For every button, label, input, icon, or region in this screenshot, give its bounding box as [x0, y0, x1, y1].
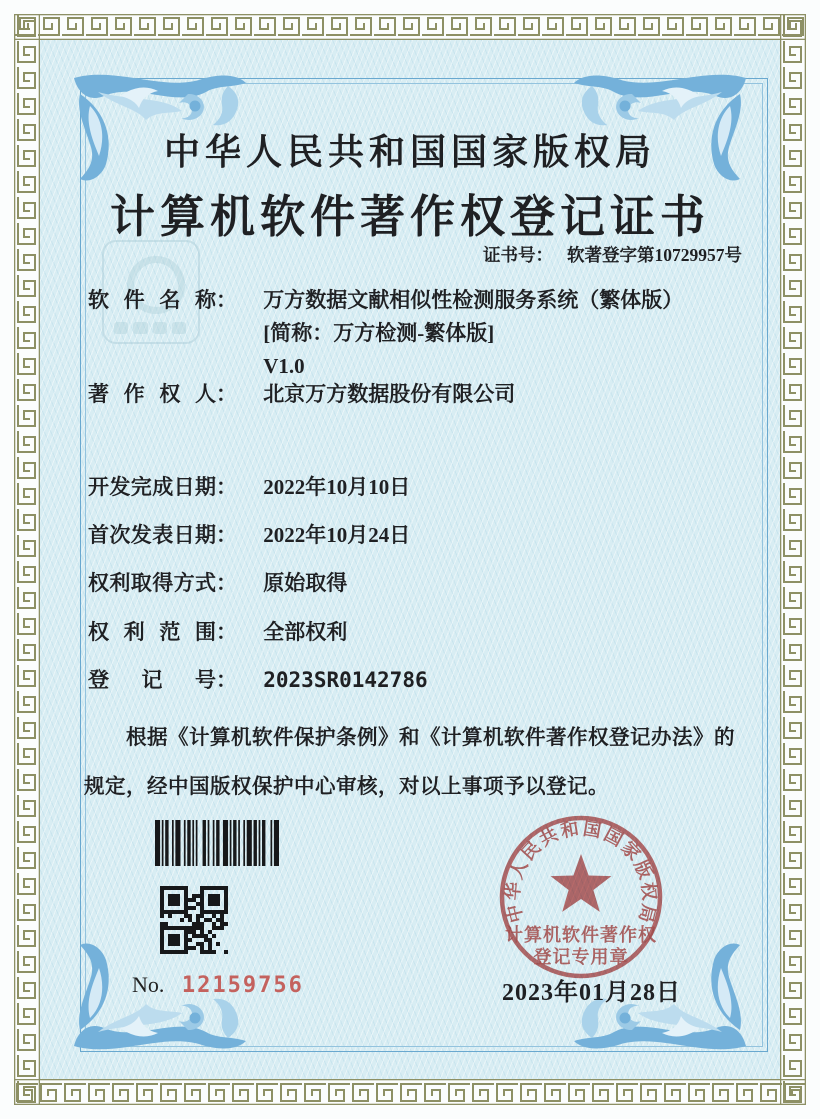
- svg-text:人: 人: [506, 857, 532, 882]
- certificate-number-value: 软著登字第10729957号: [567, 245, 742, 265]
- field-value: 2022年10月24日: [263, 523, 411, 547]
- field-row-dev-complete-date: 开发完成日期： 2022年10月10日: [88, 471, 410, 504]
- field-value: 2022年10月10日: [263, 475, 411, 499]
- field-row-copyright-owner: 著作权人： 北京万方数据股份有限公司: [88, 378, 515, 411]
- certificate-number-label: 证书号：: [483, 245, 553, 265]
- seal-text-line2: 登记专用章: [533, 947, 629, 967]
- svg-text:局: 局: [635, 902, 659, 925]
- field-row-first-publish-date: 首次发表日期： 2022年10月24日: [88, 519, 410, 552]
- field-label: 开发完成日期: [88, 475, 216, 499]
- issue-date: 2023年01月28日: [502, 980, 681, 1006]
- greek-key-border-right: [780, 14, 806, 1105]
- field-row-rights-scope: 权利范围： 全部权利: [88, 616, 347, 649]
- serial-prefix: No.: [132, 972, 165, 997]
- seal-text-line1: 计算机软件著作权: [505, 925, 657, 945]
- barcode: [155, 820, 279, 866]
- certificate-title: 计算机软件著作权登记证书: [109, 192, 710, 242]
- serial-number: 12159756: [181, 973, 304, 998]
- field-row-rights-acquisition: 权利取得方式： 原始取得: [88, 567, 347, 600]
- field-label: 软件名称: [88, 288, 216, 312]
- field-label: 权利取得方式: [88, 571, 216, 595]
- field-label: 登记号: [88, 668, 216, 692]
- field-label: 著作权人: [88, 382, 216, 406]
- field-value: 2023SR0142786: [263, 668, 428, 692]
- issuer-title: 中华人民共和国国家版权局: [163, 132, 656, 172]
- field-value: 北京万方数据股份有限公司: [263, 382, 516, 406]
- certificate-number-line: [483, 242, 742, 267]
- svg-text:版: 版: [630, 857, 656, 882]
- svg-text:国: 国: [600, 824, 627, 851]
- field-label: 首次发表日期: [88, 523, 216, 547]
- svg-text:共: 共: [535, 824, 562, 851]
- field-row-software-name: 软件名称： 万方数据文献相似性检测服务系统（繁体版） [简称：万方检测-繁体版] V1.0: [88, 284, 683, 383]
- registration-statement: 根据《计算机软件保护条例》和《计算机软件著作权登记办法》的 规定，经中国版权保护中心审核，对以上事项予以登记。: [84, 727, 735, 798]
- svg-text:权: 权: [638, 881, 660, 902]
- svg-text:中: 中: [503, 902, 527, 925]
- svg-text:家: 家: [617, 837, 645, 865]
- serial-number-line: [132, 972, 304, 998]
- greek-key-border-bottom: [14, 1079, 806, 1105]
- field-row-registration-number: 登记号： 2023SR0142786: [88, 664, 428, 697]
- svg-text:和: 和: [559, 818, 581, 842]
- greek-key-border-top: [14, 14, 806, 40]
- qr-code: [160, 886, 228, 954]
- field-value: 全部权利: [263, 620, 348, 644]
- greek-key-border-left: [14, 14, 40, 1105]
- svg-text:华: 华: [502, 881, 524, 902]
- star-icon: [551, 854, 612, 912]
- field-value: 万方数据文献相似性检测服务系统（繁体版） [简称：万方检测-繁体版] V1.0: [263, 288, 684, 378]
- svg-text:国: 国: [581, 818, 603, 842]
- field-value: 原始取得: [263, 571, 348, 595]
- svg-text:民: 民: [517, 837, 545, 865]
- field-label: 权利范围: [88, 620, 216, 644]
